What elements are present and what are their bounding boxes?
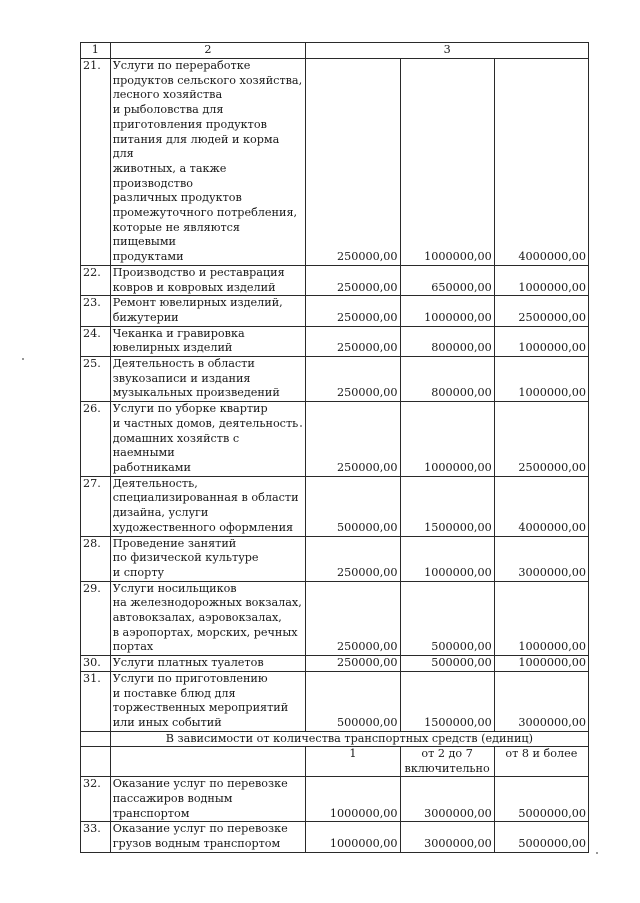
table-row	[81, 822, 589, 852]
row-number	[81, 326, 111, 356]
row-number	[81, 777, 111, 822]
service-name-text: Производство и реставрация ковров и ковровых изделий	[112, 265, 285, 294]
amount-value	[306, 326, 400, 356]
amount-value-text: 5000000,00	[518, 837, 586, 851]
column-number-2: 2	[110, 43, 306, 59]
amount-value-text: 250000,00	[337, 280, 398, 294]
section-title	[110, 731, 588, 747]
table-row	[81, 357, 589, 402]
amount-value-text: 250000,00	[337, 341, 398, 355]
row-number	[81, 671, 111, 731]
vehicle-count-header-text: от 8 и более	[505, 747, 578, 761]
service-name	[110, 656, 306, 672]
vehicle-count-header	[306, 747, 400, 777]
amount-value	[306, 536, 400, 581]
row-number-text: 29.	[83, 581, 101, 595]
amount-value-text: 800000,00	[431, 386, 492, 400]
amount-value-text: 1000000,00	[518, 386, 586, 400]
vehicle-count-header-text: от 2 до 7 включительно	[404, 747, 490, 775]
amount-value-text: 1000000,00	[518, 656, 586, 670]
service-name-text: Деятельность, специализированная в области дизайна, услуги художественного оформления	[112, 476, 299, 534]
amount-value	[400, 402, 494, 477]
service-name-text: Проведение занятий по физической культуре и спорту	[112, 536, 259, 579]
scan-speck	[22, 358, 24, 360]
service-name	[110, 822, 306, 852]
amount-value-text: 1000000,00	[424, 310, 492, 324]
amount-value	[306, 59, 400, 266]
row-number-text: 26.	[83, 402, 101, 416]
amount-value-text: 1000000,00	[518, 341, 586, 355]
amount-value	[306, 656, 400, 672]
amount-value	[306, 822, 400, 852]
amount-value	[494, 265, 588, 295]
amount-value	[494, 822, 588, 852]
amount-value-text: 250000,00	[337, 386, 398, 400]
amount-value	[494, 476, 588, 536]
amount-value	[306, 476, 400, 536]
amount-value	[400, 777, 494, 822]
service-name	[110, 536, 306, 581]
amount-value-text: 1500000,00	[424, 520, 492, 534]
service-name	[110, 265, 306, 295]
service-name-text: Услуги носильщиков на железнодорожных вокзалах, автовокзалах, аэровокзалах, в аэропортах, морских, речных портах	[112, 581, 302, 654]
row-number	[81, 296, 111, 326]
amount-value	[306, 777, 400, 822]
row-number	[81, 476, 111, 536]
row-number-text: 31.	[83, 671, 101, 685]
table-row	[81, 59, 589, 266]
table-row	[81, 265, 589, 295]
amount-value	[400, 326, 494, 356]
scan-speck	[300, 425, 302, 427]
amount-value-text: 4000000,00	[518, 250, 586, 264]
vehicle-count-header	[400, 747, 494, 777]
service-name	[110, 402, 306, 477]
amount-value-text: 1000000,00	[329, 806, 398, 820]
service-name-text: Услуги по уборке квартир и частных домов, деятельность домашних хозяйств с наемными работниками	[112, 402, 299, 474]
amount-value-text: 250000,00	[337, 640, 398, 654]
column-number-3: 3	[306, 43, 589, 59]
amount-value-text: 500000,00	[337, 520, 398, 534]
amount-value-text: 500000,00	[337, 715, 398, 729]
table-row	[81, 402, 589, 477]
amount-value-text: 250000,00	[337, 310, 398, 324]
amount-value-text: 1000000,00	[424, 250, 492, 264]
amount-value-text: 3000000,00	[424, 837, 492, 851]
row-number-text: 27.	[83, 476, 101, 490]
amount-value	[494, 777, 588, 822]
amount-value	[494, 296, 588, 326]
amount-value	[400, 656, 494, 672]
service-name	[110, 581, 306, 656]
vehicle-count-header-text: 1	[349, 747, 357, 761]
amount-value-text: 650000,00	[431, 280, 492, 294]
amount-value-text: 1000000,00	[329, 837, 398, 851]
row-number-text: 33.	[83, 822, 101, 836]
service-name-text: Оказание услуг по перевозке пассажиров водным транспортом	[112, 777, 288, 820]
amount-value	[400, 536, 494, 581]
section-header-row	[81, 731, 589, 747]
service-name	[110, 296, 306, 326]
row-number-text: 32.	[83, 777, 101, 791]
amount-value-text: 250000,00	[337, 656, 398, 670]
amount-value-text: 800000,00	[431, 341, 492, 355]
service-name	[110, 326, 306, 356]
amount-value	[306, 265, 400, 295]
row-number-text: 21.	[83, 59, 101, 72]
amount-value	[400, 476, 494, 536]
amount-value-text: 5000000,00	[518, 806, 586, 820]
amount-value	[306, 357, 400, 402]
empty-cell	[81, 747, 111, 777]
amount-value	[400, 296, 494, 326]
service-name-text: Услуги по переработке продуктов сельского хозяйства, лесного хозяйства и рыболовства для приготовления продуктов питания для людей и корма для животных, а также производство различных продуктов промежуточного потребления, которые не являются пищевыми продуктами	[112, 59, 303, 264]
table-row	[81, 536, 589, 581]
amount-value-text: 250000,00	[337, 565, 398, 579]
amount-value	[494, 357, 588, 402]
empty-cell	[81, 731, 111, 747]
amount-value	[400, 357, 494, 402]
amount-value-text: 1000000,00	[424, 565, 492, 579]
row-number-text: 24.	[83, 326, 101, 340]
table-row	[81, 296, 589, 326]
vehicle-count-header-row	[81, 747, 589, 777]
amount-value-text: 1000000,00	[518, 280, 586, 294]
row-number	[81, 822, 111, 852]
service-name	[110, 59, 306, 266]
service-name-text: Услуги по приготовлению и поставке блюд для торжественных мероприятий или иных событий	[112, 671, 289, 729]
amount-value-text: 1000000,00	[518, 640, 586, 654]
amount-value-text: 2500000,00	[518, 460, 586, 474]
amount-value-text: 1500000,00	[424, 715, 492, 729]
amount-value-text: 500000,00	[431, 640, 492, 654]
column-number-1: 1	[81, 43, 111, 59]
service-name-text: Чеканка и гравировка ювелирных изделий	[112, 326, 245, 355]
row-number	[81, 402, 111, 477]
service-name	[110, 476, 306, 536]
amount-value	[494, 402, 588, 477]
service-name-text: Оказание услуг по перевозке грузов водным транспортом	[112, 822, 288, 851]
amount-value	[306, 671, 400, 731]
empty-cell	[110, 747, 306, 777]
amount-value	[400, 581, 494, 656]
amount-value	[400, 265, 494, 295]
amount-value	[494, 536, 588, 581]
row-number	[81, 536, 111, 581]
service-name	[110, 671, 306, 731]
amount-value-text: 4000000,00	[518, 520, 586, 534]
row-number-text: 28.	[83, 536, 101, 550]
row-number-text: 25.	[83, 357, 101, 371]
amount-value	[400, 671, 494, 731]
table-row	[81, 656, 589, 672]
row-number	[81, 581, 111, 656]
column-number-row	[81, 43, 589, 59]
amount-value-text: 250000,00	[337, 250, 398, 264]
row-number-text: 30.	[83, 656, 101, 670]
amount-value-text: 3000000,00	[518, 565, 586, 579]
amount-value-text: 250000,00	[337, 460, 398, 474]
amount-value	[400, 822, 494, 852]
amount-value-text: 3000000,00	[424, 806, 492, 820]
amount-value-text: 1000000,00	[424, 460, 492, 474]
service-name	[110, 777, 306, 822]
service-name-text: Ремонт ювелирных изделий, бижутерии	[112, 296, 283, 324]
vehicle-count-header	[494, 747, 588, 777]
amount-value	[494, 581, 588, 656]
table-row	[81, 671, 589, 731]
row-number	[81, 265, 111, 295]
table-row	[81, 581, 589, 656]
row-number	[81, 357, 111, 402]
row-number	[81, 656, 111, 672]
table-row	[81, 326, 589, 356]
service-name-text: Деятельность в области звукозаписи и издания музыкальных произведений	[112, 357, 280, 400]
tariff-table-body	[81, 43, 589, 853]
row-number-text: 22.	[83, 265, 101, 279]
amount-value	[306, 581, 400, 656]
scan-speck	[596, 852, 598, 854]
table-row	[81, 476, 589, 536]
tariff-table	[80, 42, 589, 853]
amount-value	[494, 656, 588, 672]
amount-value-text: 2500000,00	[518, 310, 586, 324]
amount-value	[400, 59, 494, 266]
amount-value	[306, 402, 400, 477]
amount-value	[494, 671, 588, 731]
amount-value-text: 500000,00	[431, 656, 492, 670]
row-number-text: 23.	[83, 296, 101, 310]
amount-value-text: 3000000,00	[518, 715, 586, 729]
service-name	[110, 357, 306, 402]
service-name-text: Услуги платных туалетов	[112, 656, 264, 670]
amount-value	[494, 326, 588, 356]
table-row	[81, 777, 589, 822]
amount-value	[306, 296, 400, 326]
amount-value	[494, 59, 588, 266]
row-number	[81, 59, 111, 266]
section-title-text: В зависимости от количества транспортных средств (единиц)	[165, 731, 533, 745]
